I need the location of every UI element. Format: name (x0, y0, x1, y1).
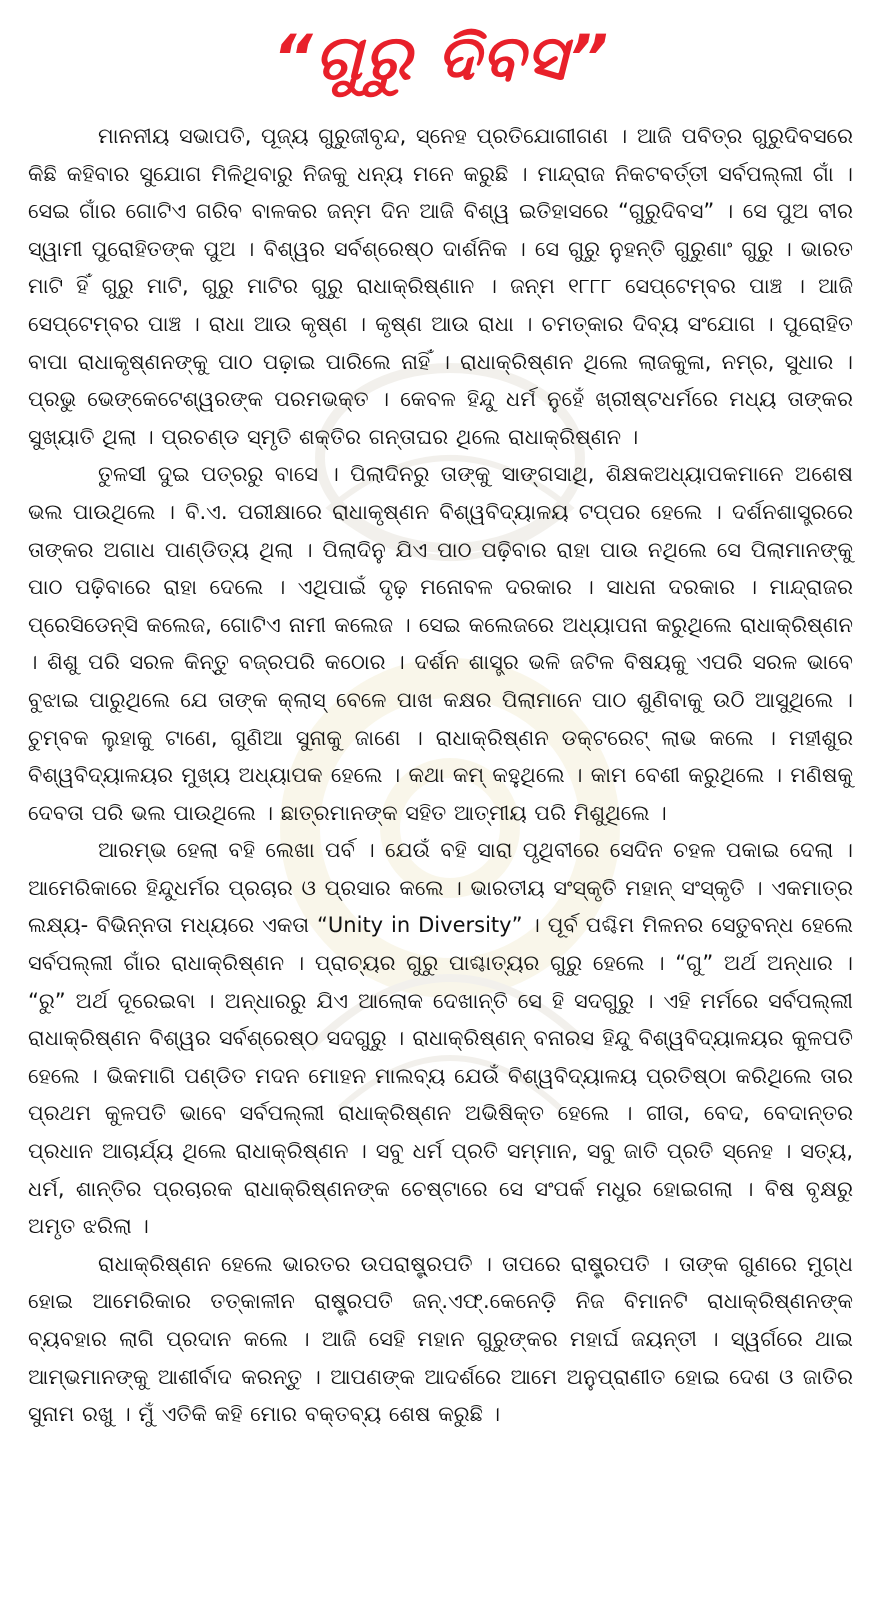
paragraph-1: ମାନନୀୟ ସଭାପତି, ପୂଜ୍ୟ ଗୁରୁଜୀବୃନ୍ଦ, ସ୍ନେହ ପ୍ରତିଯୋଗୀଗଣ । ଆଜି ପବିତ୍ର ଗୁରୁଦିବସରେ କିଛି କହିବାର ସୁଯୋଗ ମିଳିଥିବାରୁ ନିଜକୁ ଧନ୍ୟ ମନେ କରୁଛି । ମାନ୍ଦ୍ରାଜ ନିକଟବର୍ତ୍ତୀ ସର୍ବପଲ୍ଲୀ ଗାଁ । ସେଇ ଗାଁର ଗୋଟିଏ ଗରିବ ବାଳକର ଜନ୍ମ ଦିନ ଆଜି ବିଶ୍ୱ ଇତିହାସରେ “ଗୁରୁଦିବସ” । ସେ ପୁଅ ବୀର ସ୍ୱାମୀ ପୁରୋହିତଙ୍କ ପୁଅ । ବିଶ୍ୱର ସର୍ବଶ୍ରେଷ୍ଠ ଦାର୍ଶନିକ । ସେ ଗୁରୁ ନୁହନ୍ତି ଗୁରୁଣାଂ ଗୁରୁ । ଭାରତ ମାଟି ହିଁ ଗୁରୁ ମାଟି, ଗୁରୁ ମାଟିର ଗୁରୁ ରାଧାକ୍ରିଷ୍ଣାନ । ଜନ୍ମ ୧୮୮୮ ସେପ୍ଟେମ୍ବର ପାଞ୍ଚ । ଆଜି ସେପ୍ଟେମ୍ବର ପାଞ୍ଚ । ରାଧା ଆଉ କୃଷ୍ଣ । କୃଷ୍ଣ ଆଉ ରାଧା । ଚମତ୍କାର ଦିବ୍ୟ ସଂଯୋଗ । ପୁରୋହିତ ବାପା ରାଧାକୃଷ୍ଣନଙ୍କୁ ପାଠ ପଢ଼ାଇ ପାରିଲେ ନାହିଁ । ରାଧାକ୍ରିଷ୍ଣନ ଥିଲେ ଲାଜକୁଳା, ନମ୍ର, ସୁଧାର । ପ୍ରଭୁ ଭେଙ୍କେଟେଶ୍ୱରଙ୍କ ପରମଭକ୍ତ । କେବଳ ହିନ୍ଦୁ ଧର୍ମ ନୁହେଁ ଖ୍ରୀଷ୍ଟଧର୍ମରେ ମଧ୍ୟ ତାଙ୍କର ସୁଖ୍ୟାତି ଥିଲା । ପ୍ରଚଣ୍ଡ ସ୍ମୃତି ଶକ୍ତିର ଗନ୍ତାଘର ଥିଲେ ରାଧାକ୍ରିଷ୍ଣନ । (28, 124, 853, 449)
paragraph-4: ରାଧାକ୍ରିଷ୍ଣନ ହେଲେ ଭାରତର ଉପରାଷ୍ଟ୍ରପତି । ତାପରେ ରାଷ୍ଟ୍ରପତି । ତାଙ୍କ ଗୁଣରେ ମୁଗ୍ଧ ହୋଇ ଆମେରିକାର ତତ୍କାଳୀନ ରାଷ୍ଟ୍ରପତି ଜନ୍.ଏଫ୍.କେନେଡ଼ି ନିଜ ବିମାନଟି ରାଧାକ୍ରିଷ୍ଣନଙ୍କ ବ୍ୟବହାର ଲାଗି ପ୍ରଦାନ କଲେ । ଆଜି ସେହି ମହାନ ଗୁରୁଙ୍କର ମହାର୍ଘ ଜୟନ୍ତୀ । ସ୍ୱର୍ଗରେ ଥାଇ ଆମ୍ଭମାନଙ୍କୁ ଆଶୀର୍ବାଦ କରନ୍ତୁ । ଆପଣଙ୍କ ଆଦର୍ଶରେ ଆମେ ଅନୁପ୍ରାଣୀତ ହୋଇ ଦେଶ ଓ ଜାତିର ସୁନାମ ରଖୁ । ମୁଁ ଏତିକି କହି ମୋର ବକ୍ତବ୍ୟ ଶେଷ କରୁଛି । (28, 1251, 853, 1427)
speech-body (0, 98, 883, 1434)
paragraph-2: ତୁଳସୀ ଦୁଇ ପତ୍ରରୁ ବାସେ । ପିଲାଦିନରୁ ତାଙ୍କୁ ସାଙ୍ଗସାଥି, ଶିକ୍ଷକଅଧ୍ୟାପକମାନେ ଅଶେଷ ଭଲ ପାଉଥିଲେ । ବି.ଏ. ପରୀକ୍ଷାରେ ରାଧାକୃଷ୍ଣନ ବିଶ୍ୱବିଦ୍ୟାଳୟ ଟପ୍ପର ହେଲେ । ଦର୍ଶନଶାସ୍ତ୍ରରେ ତାଙ୍କର ଅଗାଧ ପାଣ୍ଡିତ୍ୟ ଥିଲା । ପିଲାଦିନୁ ଯିଏ ପାଠ ପଢ଼ିବାର ରାହା ପାଉ ନଥିଲେ ସେ ପିଲାମାନଙ୍କୁ ପାଠ ପଢ଼ିବାରେ ରାହା ଦେଲେ । ଏଥିପାଇଁ ଦୃଢ଼ ମନୋବଳ ଦରକାର । ସାଧନା ଦରକାର । ମାନ୍ଦ୍ରାଜର ପ୍ରେସିଡେନ୍ସି କଲେଜ, ଗୋଟିଏ ନାମୀ କଲେଜ । ସେଇ କଲେଜରେ ଅଧ୍ୟାପନା କରୁଥିଲେ ରାଧାକ୍ରିଷ୍ଣନ । ଶିଶୁ ପରି ସରଳ କିନ୍ତୁ ବଜ୍ରପରି କଠୋର । ଦର୍ଶନ ଶାସ୍ତ୍ର ଭଳି ଜଟିଳ ବିଷୟକୁ ଏପରି ସରଳ ଭାବେ ବୁଝାଇ ପାରୁଥିଲେ ଯେ ତାଙ୍କ କ୍ଲାସ୍ ବେଳେ ପାଖ କକ୍ଷର ପିଲାମାନେ ପାଠ ଶୁଣିବାକୁ ଉଠି ଆସୁଥିଲେ । ଚୁମ୍ବକ ଲୁହାକୁ ଟାଣେ, ଗୁଣିଆ ସୁନାକୁ ଜାଣେ । ରାଧାକ୍ରିଷ୍ଣନ ଡକ୍ଟରେଟ୍ ଲାଭ କଲେ । ମହୀଶୁର ବିଶ୍ୱବିଦ୍ୟାଳୟର ମୁଖ୍ୟ ଅଧ୍ୟାପକ ହେଲେ । କଥା କମ୍ କହୁଥିଲେ । କାମ ବେଶୀ କରୁଥିଲେ । ମଣିଷକୁ ଦେବତା ପରି ଭଲ ପାଉଥିଲେ । ଛାତ୍ରମାନଙ୍କ ସହିତ ଆତ୍ମୀୟ ପରି ମିଶୁଥିଲେ । (28, 462, 853, 825)
page-title: “ଗୁରୁ ଦିବସ” (272, 21, 611, 94)
paragraph-3: ଆରମ୍ଭ ହେଲା ବହି ଲେଖା ପର୍ବ । ଯେଉଁ ବହି ସାରା ପୃଥିବୀରେ ସେଦିନ ଚହଳ ପକାଇ ଦେଲା । ଆମେରିକାରେ ହିନ୍ଦୁଧର୍ମର ପ୍ରଚାର ଓ ପ୍ରସାର କଲେ । ଭାରତୀୟ ସଂସ୍କୃତି ମହାନ୍ ସଂସ୍କୃତି । ଏକମାତ୍ର ଲକ୍ଷ୍ୟ- ବିଭିନ୍ନତା ମଧ୍ୟରେ ଏକତା “Unity in Diversity” । ପୂର୍ବ ପଶ୍ଚିମ ମିଳନର ସେତୁବନ୍ଧ ହେଲେ ସର୍ବପଲ୍ଲୀ ଗାଁର ରାଧାକ୍ରିଷ୍ଣନ । ପ୍ରାଚ୍ୟର ଗୁରୁ ପାଶ୍ଚାତ୍ୟର ଗୁରୁ ହେଲେ । “ଗୁ” ଅର୍ଥ ଅନ୍ଧାର । “ରୁ” ଅର୍ଥ ଦୂରେଇବା । ଅନ୍ଧାରରୁ ଯିଏ ଆଲୋକ ଦେଖାନ୍ତି ସେ ହି ସଦଗୁରୁ । ଏହି ମର୍ମରେ ସର୍ବପଲ୍ଲୀ ରାଧାକ୍ରିଷ୍ଣନ ବିଶ୍ୱର ସର୍ବଶ୍ରେଷ୍ଠ ସଦଗୁରୁ । ରାଧାକ୍ରିଷ୍ଣନ୍ ବନାରସ ହିନ୍ଦୁ ବିଶ୍ୱବିଦ୍ୟାଳୟର କୁଳପତି ହେଲେ । ଭିକମାଗି ପଣ୍ଡିତ ମଦନ ମୋହନ ମାଲବ୍ୟ ଯେଉଁ ବିଶ୍ୱବିଦ୍ୟାଳୟ ପ୍ରତିଷ୍ଠା କରିଥିଲେ ତାର ପ୍ରଥମ କୁଳପତି ଭାବେ ସର୍ବପଲ୍ଲୀ ରାଧାକ୍ରିଷ୍ଣନ ଅଭିଷିକ୍ତ ହେଲେ । ଗୀତା, ବେଦ, ବେଦାନ୍ତର ପ୍ରଧାନ ଆଚାର୍ଯ୍ୟ ଥିଲେ ରାଧାକ୍ରିଷ୍ଣନ । ସବୁ ଧର୍ମ ପ୍ରତି ସମ୍ମାନ, ସବୁ ଜାତି ପ୍ରତି ସ୍ନେହ । ସତ୍ୟ, ଧର୍ମ, ଶାନ୍ତିର ପ୍ରଚାରକ ରାଧାକ୍ରିଷ୍ଣନଙ୍କ ଚେଷ୍ଟାରେ ସେ ସଂପର୍କ ମଧୁର ହୋଇଗଲା । ବିଷ ବୃକ୍ଷରୁ ଅମୃତ ଝରିଲା । (28, 838, 853, 1239)
